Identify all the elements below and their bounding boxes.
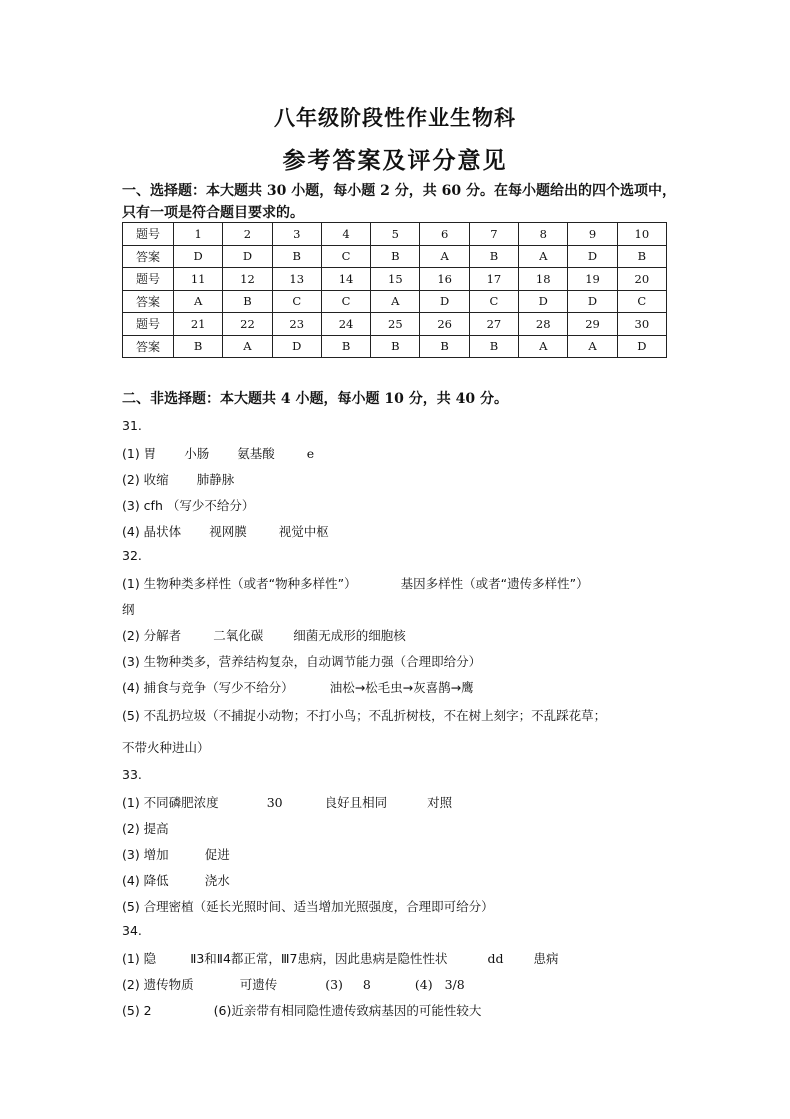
q31-l2-a: (2) 收缩 bbox=[122, 472, 169, 487]
question-number-cell: 21 bbox=[174, 313, 223, 336]
question-number-cell: 14 bbox=[321, 268, 370, 291]
q32-line1 bbox=[122, 574, 589, 592]
q32-line4 bbox=[122, 678, 474, 696]
question-number-cell: 20 bbox=[617, 268, 666, 291]
q32-line2 bbox=[122, 626, 406, 644]
row-label-answer: 答案 bbox=[123, 335, 174, 358]
q31-l2-b: 肺静脉 bbox=[196, 472, 235, 487]
q32-line3: (3) 生物种类多，营养结构复杂，自动调节能力强（合理即给分） bbox=[122, 654, 482, 669]
q31-ans4: e bbox=[306, 446, 315, 461]
question-number-cell: 9 bbox=[568, 223, 617, 246]
answer-cell: D bbox=[272, 335, 321, 358]
answer-row bbox=[123, 290, 667, 313]
question-number-cell: 8 bbox=[519, 223, 568, 246]
question-number-cell: 19 bbox=[568, 268, 617, 291]
question-number-cell: 2 bbox=[223, 223, 272, 246]
q32-l1-a: (1) 生物种类多样性（或者“物种多样性”） bbox=[122, 576, 357, 591]
q33-l1-b: 30 bbox=[266, 795, 283, 810]
q34-line1 bbox=[122, 949, 559, 967]
q34-l1-c: dd bbox=[487, 951, 504, 966]
question-number-cell: 30 bbox=[617, 313, 666, 336]
q34-line3 bbox=[122, 1001, 481, 1019]
answer-cell: B bbox=[371, 245, 420, 268]
answer-cell: C bbox=[272, 290, 321, 313]
answer-cell: B bbox=[469, 245, 518, 268]
answer-cell: A bbox=[174, 290, 223, 313]
question-number-cell: 22 bbox=[223, 313, 272, 336]
answer-cell: D bbox=[617, 335, 666, 358]
answer-cell: A bbox=[223, 335, 272, 358]
answer-cell: A bbox=[420, 245, 469, 268]
answer-cell: B bbox=[321, 335, 370, 358]
row-label-question: 题号 bbox=[123, 313, 174, 336]
q34-l1-b: Ⅱ3和Ⅱ4都正常，Ⅲ7患病，因此患病是隐性性状 bbox=[190, 951, 448, 966]
q34-line2 bbox=[122, 975, 465, 993]
q33-line3 bbox=[122, 845, 230, 863]
q34-l2-d: 8 bbox=[362, 977, 371, 992]
q32-line1b: 纲 bbox=[122, 602, 135, 617]
question-number-cell: 1 bbox=[174, 223, 223, 246]
question-number-row bbox=[123, 223, 667, 246]
question-number-cell: 25 bbox=[371, 313, 420, 336]
question-number-row bbox=[123, 268, 667, 291]
answer-cell: D bbox=[223, 245, 272, 268]
q34-l2-f: 3/8 bbox=[444, 977, 465, 992]
section1-heading: 一、选择题：本大题共 30 小题，每小题 2 分，共 60 分。在每小题给出的四个选项中，只有一项是符合题目要求的。 bbox=[122, 183, 676, 221]
row-label-answer: 答案 bbox=[123, 245, 174, 268]
q33-line5: (5) 合理密植（延长光照时间、适当增加光照强度，合理即可给分） bbox=[122, 899, 494, 914]
question-number-cell: 3 bbox=[272, 223, 321, 246]
answer-row bbox=[123, 245, 667, 268]
q31-ans3: 氨基酸 bbox=[237, 446, 275, 461]
question-number-cell: 15 bbox=[371, 268, 420, 291]
q31-line4 bbox=[122, 522, 329, 540]
q31-number: 31. bbox=[122, 418, 142, 433]
answer-cell: C bbox=[617, 290, 666, 313]
q31-l4-c: 视觉中枢 bbox=[278, 524, 329, 539]
q31-l4-b: 视网膜 bbox=[209, 524, 247, 539]
question-number-cell: 27 bbox=[469, 313, 518, 336]
question-number-cell: 26 bbox=[420, 313, 469, 336]
q33-l1-c: 良好且相同 bbox=[324, 795, 388, 810]
question-number-cell: 6 bbox=[420, 223, 469, 246]
question-number-cell: 24 bbox=[321, 313, 370, 336]
answer-cell: D bbox=[568, 290, 617, 313]
q32-line5b: 不带火种进山） bbox=[122, 740, 210, 755]
answer-cell: D bbox=[519, 290, 568, 313]
question-number-cell: 7 bbox=[469, 223, 518, 246]
q32-l2-a: (2) 分解者 bbox=[122, 628, 182, 643]
q34-l2-b: 可遗传 bbox=[239, 977, 278, 992]
row-label-question: 题号 bbox=[123, 223, 174, 246]
q33-number: 33. bbox=[122, 767, 142, 782]
q32-line5: (5) 不乱扔垃圾（不捕捉小动物；不打小鸟；不乱折树枝，不在树上刻字；不乱踩花草； bbox=[122, 708, 607, 723]
q33-l4-b: 浇水 bbox=[204, 873, 230, 888]
answer-cell: B bbox=[272, 245, 321, 268]
q34-l3-b: (6)近亲带有相同隐性遗传致病基因的可能性较大 bbox=[213, 1003, 482, 1018]
q32-l4-b: 油松→松毛虫→灰喜鹊→鹰 bbox=[329, 680, 474, 695]
answer-cell: B bbox=[469, 335, 518, 358]
answer-cell: A bbox=[371, 290, 420, 313]
page-title: 八年级阶段性作业生物科 bbox=[274, 105, 516, 130]
q33-l1-a: (1) 不同磷肥浓度 bbox=[122, 795, 219, 810]
answer-cell: D bbox=[420, 290, 469, 313]
answer-cell: C bbox=[469, 290, 518, 313]
answer-cell: B bbox=[223, 290, 272, 313]
question-number-cell: 28 bbox=[519, 313, 568, 336]
q34-l2-c: (3) bbox=[325, 977, 343, 992]
answer-cell: B bbox=[420, 335, 469, 358]
question-number-row bbox=[123, 313, 667, 336]
q33-line2: (2) 提高 bbox=[122, 821, 169, 836]
answer-cell: B bbox=[174, 335, 223, 358]
q33-l4-a: (4) 降低 bbox=[122, 873, 169, 888]
answer-table bbox=[122, 222, 667, 358]
question-number-cell: 17 bbox=[469, 268, 518, 291]
question-number-cell: 4 bbox=[321, 223, 370, 246]
q32-l2-b: 二氧化碳 bbox=[213, 628, 264, 643]
q34-number: 34. bbox=[122, 923, 142, 938]
question-number-cell: 10 bbox=[617, 223, 666, 246]
row-label-answer: 答案 bbox=[123, 290, 174, 313]
question-number-cell: 23 bbox=[272, 313, 321, 336]
question-number-cell: 11 bbox=[174, 268, 223, 291]
answer-cell: D bbox=[568, 245, 617, 268]
q33-l1-d: 对照 bbox=[427, 795, 453, 810]
q32-l4-a: (4) 捕食与竞争（写少不给分） bbox=[122, 680, 294, 695]
answer-cell: C bbox=[321, 290, 370, 313]
q32-l2-c: 细菌无成形的细胞核 bbox=[293, 628, 406, 643]
q34-l1-a: (1) 隐 bbox=[122, 951, 157, 966]
answer-cell: D bbox=[174, 245, 223, 268]
q32-l1-b: 基因多样性（或者“遗传多样性”） bbox=[400, 576, 589, 591]
q33-line1 bbox=[122, 793, 452, 811]
question-number-cell: 13 bbox=[272, 268, 321, 291]
question-number-cell: 18 bbox=[519, 268, 568, 291]
answer-cell: A bbox=[568, 335, 617, 358]
q31-ans1: (1) 胃 bbox=[122, 446, 157, 461]
question-number-cell: 29 bbox=[568, 313, 617, 336]
answer-row bbox=[123, 335, 667, 358]
section2-heading: 二、非选择题：本大题共 4 小题，每小题 10 分，共 40 分。 bbox=[122, 391, 508, 407]
q33-l3-a: (3) 增加 bbox=[122, 847, 169, 862]
q31-ans2: 小肠 bbox=[184, 446, 210, 461]
question-number-cell: 5 bbox=[371, 223, 420, 246]
question-number-cell: 16 bbox=[420, 268, 469, 291]
question-number-cell: 12 bbox=[223, 268, 272, 291]
answer-cell: A bbox=[519, 335, 568, 358]
answer-cell: C bbox=[321, 245, 370, 268]
q32-number: 32. bbox=[122, 548, 142, 563]
row-label-question: 题号 bbox=[123, 268, 174, 291]
page-subtitle: 参考答案及评分意见 bbox=[282, 147, 508, 174]
answer-cell: B bbox=[371, 335, 420, 358]
q33-l3-b: 促进 bbox=[204, 847, 230, 862]
q31-line1 bbox=[122, 444, 314, 462]
q31-l4-a: (4) 晶状体 bbox=[122, 524, 182, 539]
q34-l1-d: 患病 bbox=[533, 951, 559, 966]
answer-cell: A bbox=[519, 245, 568, 268]
q33-line4 bbox=[122, 871, 230, 889]
q31-line3: (3) cfh （写少不给分） bbox=[122, 498, 255, 513]
q34-l2-e: (4) bbox=[414, 977, 433, 992]
q34-l3-a: (5) 2 bbox=[122, 1003, 152, 1018]
answer-cell: B bbox=[617, 245, 666, 268]
q31-line2 bbox=[122, 470, 234, 488]
q34-l2-a: (2) 遗传物质 bbox=[122, 977, 194, 992]
